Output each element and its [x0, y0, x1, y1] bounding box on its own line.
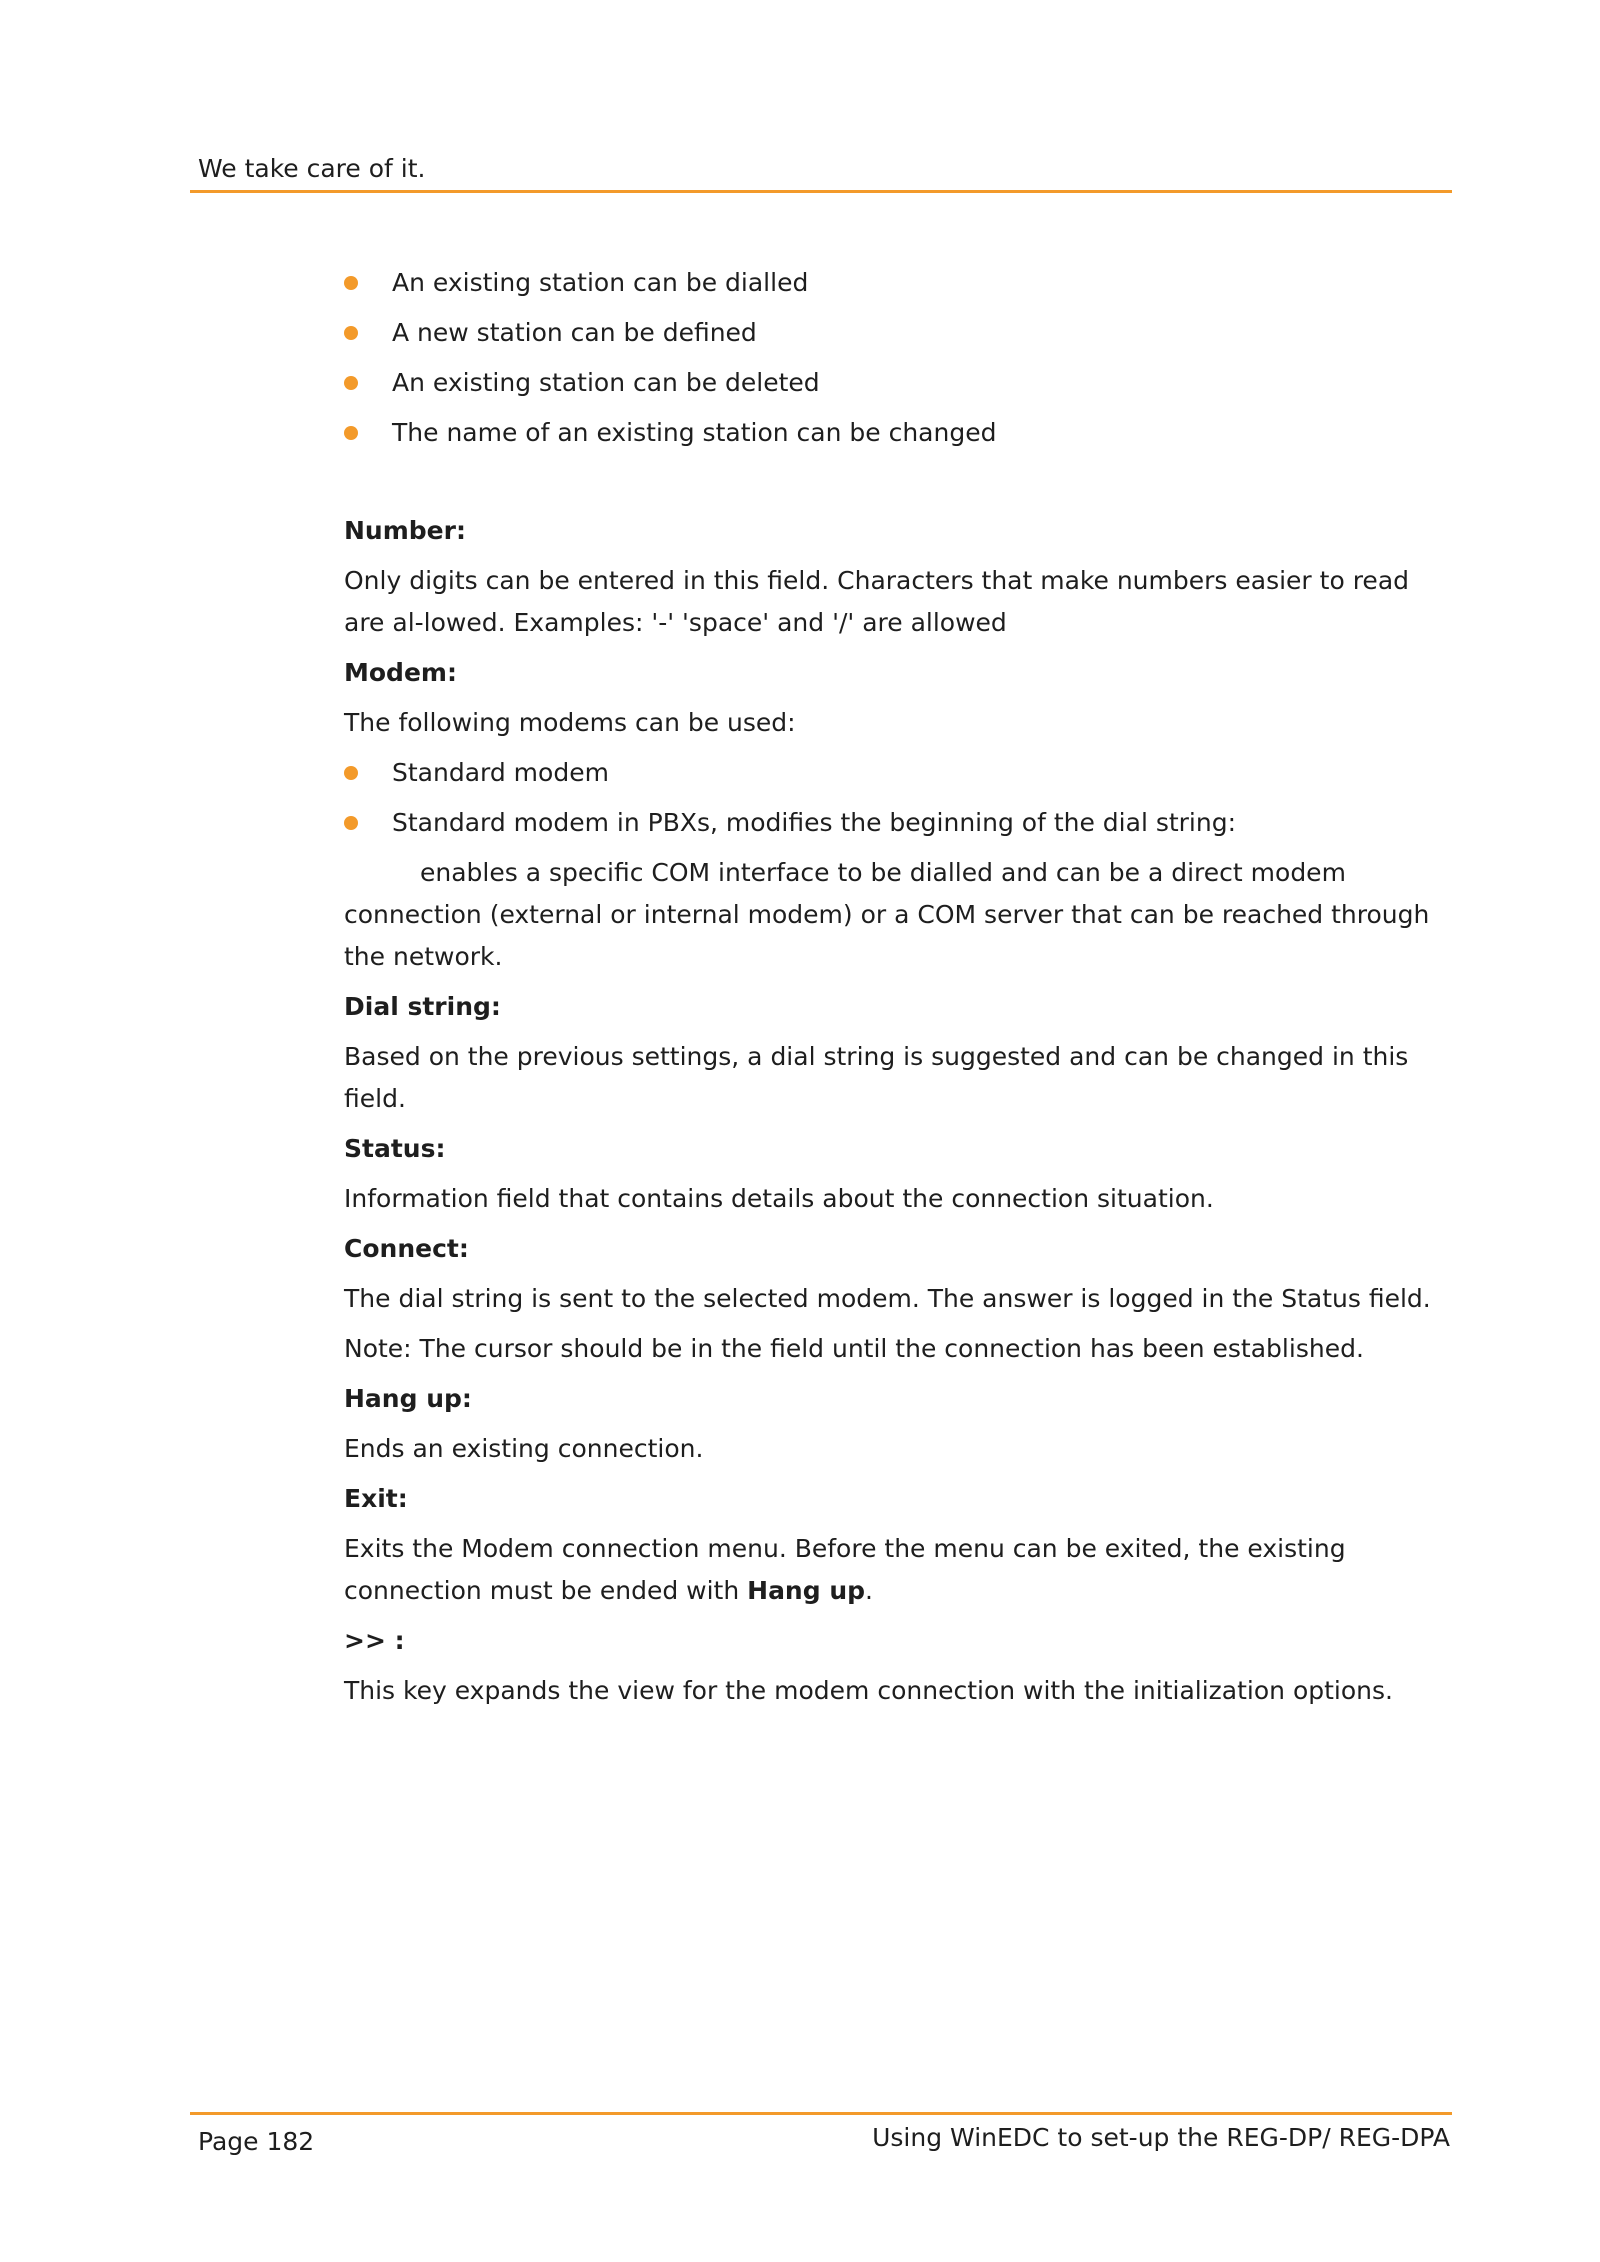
list-item: A new station can be defined: [344, 312, 1452, 362]
exit-heading: Exit:: [344, 1484, 408, 1513]
footer-rule: [190, 2112, 1452, 2115]
bullet-icon: [344, 766, 358, 780]
page-number: Page 182: [198, 2127, 315, 2156]
hang-up-reference: Hang up: [747, 1576, 866, 1605]
modem-note: enables a specific COM interface to be dialled and can be a direct modem connection (external or internal modem) or a COM server that can be reached through the network.: [344, 858, 1430, 971]
exit-description: Exits the Modem connection menu. Before the menu can be exited, the existing connection must be ended with Hang up.: [344, 1534, 1346, 1605]
hang-up-heading: Hang up:: [344, 1384, 472, 1413]
bullet-icon: [344, 816, 358, 830]
modem-intro: The following modems can be used:: [344, 708, 796, 737]
connect-heading: Connect:: [344, 1234, 469, 1263]
header-rule: [190, 190, 1452, 193]
hang-up-description: Ends an existing connection.: [344, 1434, 704, 1463]
connect-note: Note: The cursor should be in the field until the connection has been established.: [344, 1334, 1364, 1363]
list-item: The name of an existing station can be changed: [344, 412, 1452, 462]
list-item: An existing station can be deleted: [344, 362, 1452, 412]
document-body: [344, 262, 1452, 1720]
modem-heading: Modem:: [344, 658, 457, 687]
number-heading: Number:: [344, 516, 466, 545]
bullet-icon: [344, 276, 358, 290]
dial-string-description: Based on the previous settings, a dial string is suggested and can be changed in this field.: [344, 1042, 1409, 1113]
status-description: Information field that contains details about the connection situation.: [344, 1184, 1214, 1213]
bullet-icon: [344, 326, 358, 340]
expand-heading: >> :: [344, 1626, 405, 1655]
footer-title: Using WinEDC to set-up the REG-DP/ REG-DPA: [872, 2123, 1450, 2152]
page-header: We take care of it.: [198, 154, 426, 183]
bullet-icon: [344, 376, 358, 390]
number-description: Only digits can be entered in this field. Characters that make numbers easier to read are al-lowed. Examples: '-' 'space' and '/' are allowed: [344, 566, 1410, 637]
dial-string-heading: Dial string:: [344, 992, 501, 1021]
list-item: Standard modem in PBXs, modifies the beginning of the dial string:: [344, 802, 1452, 852]
status-heading: Status:: [344, 1134, 446, 1163]
connect-description: The dial string is sent to the selected modem. The answer is logged in the Status field.: [344, 1284, 1431, 1313]
list-item: An existing station can be dialled: [344, 262, 1452, 312]
station-options-list: [344, 262, 1452, 462]
list-item: Standard modem: [344, 752, 1452, 802]
modem-list: [344, 752, 1452, 852]
expand-description: This key expands the view for the modem connection with the initialization options.: [344, 1676, 1393, 1705]
bullet-icon: [344, 426, 358, 440]
